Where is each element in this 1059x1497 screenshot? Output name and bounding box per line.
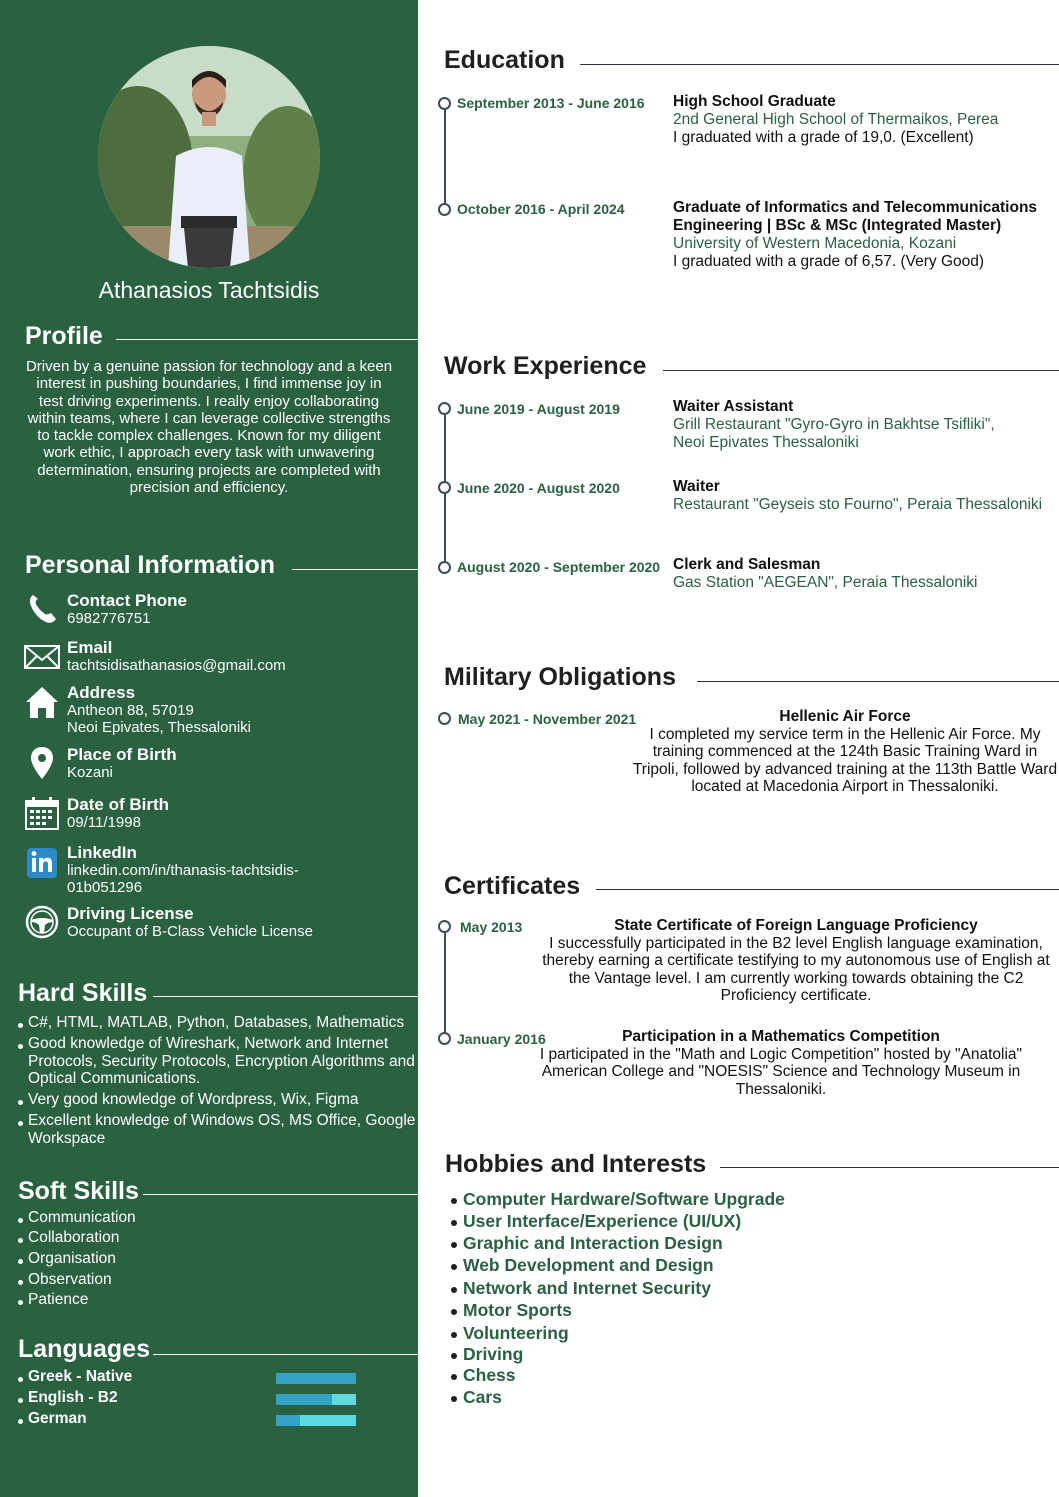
hobby-text: Motor Sports	[463, 1300, 572, 1320]
profile-divider	[116, 339, 418, 340]
date-of-birth-row	[24, 795, 414, 835]
profile-photo	[98, 46, 320, 268]
work-divider	[663, 370, 1059, 371]
address-label: Address	[67, 683, 136, 702]
envelope-icon	[24, 638, 60, 674]
linkedin-icon	[24, 843, 60, 879]
hobby-text: Driving	[463, 1344, 524, 1364]
hobbies-divider	[720, 1167, 1059, 1168]
work-date: June 2020 - August 2020	[457, 480, 620, 496]
hobby-item	[451, 1211, 741, 1232]
timeline-dot	[438, 402, 451, 415]
military-entry	[632, 708, 1058, 796]
language-item	[18, 1410, 268, 1428]
soft-skill-text: Collaboration	[28, 1229, 120, 1246]
certificates-heading: Certificates	[444, 872, 581, 900]
military-heading: Military Obligations	[444, 663, 676, 691]
language-name: Greek - Native	[28, 1368, 133, 1385]
hard-skills-divider	[153, 996, 418, 997]
linkedin-label: LinkedIn	[67, 843, 137, 862]
place-of-birth-value: Kozani	[67, 764, 113, 781]
language-level-fill	[276, 1373, 356, 1384]
timeline-dot	[438, 561, 451, 574]
personal-info-divider	[292, 569, 418, 570]
soft-skills-heading: Soft Skills	[18, 1177, 139, 1205]
driving-license-label: Driving License	[67, 904, 194, 923]
hobby-item	[451, 1344, 523, 1365]
driving-license-row	[24, 904, 414, 944]
education-school: 2nd General High School of Thermaikos, Perea	[673, 111, 999, 128]
soft-skill-text: Communication	[28, 1209, 136, 1226]
work-entry	[673, 556, 1058, 592]
soft-skill-item	[18, 1271, 416, 1289]
soft-skill-item	[18, 1229, 416, 1247]
contact-phone-value: 6982776751	[67, 610, 151, 627]
work-entry	[673, 398, 1058, 452]
hard-skill-text: Good knowledge of Wireshark, Network and Internet Protocols, Security Protocols, Encryption Algorithms and Optical Communications.	[28, 1035, 415, 1087]
hobby-text: Network and Internet Security	[463, 1278, 711, 1298]
hobby-text: Computer Hardware/Software Upgrade	[463, 1189, 785, 1209]
timeline-dot	[438, 712, 451, 725]
education-divider	[580, 64, 1059, 65]
hobby-item	[451, 1233, 723, 1254]
certificates-timeline-line	[444, 933, 446, 1033]
certificate-date: May 2013	[460, 919, 523, 935]
military-title: Hellenic Air Force	[779, 708, 911, 725]
certificate-title: Participation in a Mathematics Competition	[622, 1028, 940, 1045]
linkedin-row	[24, 843, 414, 899]
language-level-bar	[276, 1373, 356, 1384]
timeline-dot	[438, 481, 451, 494]
profile-text: Driven by a genuine passion for technology and a keen interest in pushing boundaries, I find immense joy in test driving experiments. I really enjoy collaborating within teams, where I can leverage collective strengths to tackle complex challenges. Known for my diligent work ethic, I approach every task with unwavering determination, ensuring projects are completed with precision and efficiency.	[25, 358, 393, 497]
hard-skill-item	[18, 1035, 416, 1088]
contact-phone-label: Contact Phone	[67, 591, 187, 610]
email-label: Email	[67, 638, 113, 657]
education-timeline-line	[444, 108, 446, 204]
map-pin-icon	[24, 745, 60, 781]
work-date: August 2020 - September 2020	[457, 559, 661, 575]
place-of-birth-label: Place of Birth	[67, 745, 177, 764]
hobby-item	[451, 1255, 714, 1276]
personal-info-heading: Personal Information	[25, 551, 276, 579]
languages-divider	[153, 1354, 418, 1355]
certificates-divider	[596, 889, 1059, 890]
work-place: Gas Station "AEGEAN", Peraia Thessaloniki	[673, 574, 978, 591]
hobby-text: User Interface/Experience (UI/UX)	[463, 1211, 742, 1231]
timeline-dot	[438, 97, 451, 110]
address-line-1: Antheon 88, 57019	[67, 702, 194, 719]
hard-skill-text: Very good knowledge of Wordpress, Wix, Figma	[28, 1091, 359, 1108]
soft-skill-item	[18, 1291, 416, 1309]
certificate-date: January 2016	[457, 1031, 546, 1047]
work-heading: Work Experience	[444, 352, 647, 380]
certificate-entry	[534, 1028, 1028, 1098]
soft-skill-text: Organisation	[28, 1250, 116, 1267]
hobby-item	[451, 1365, 516, 1386]
certificate-desc: I participated in the "Math and Logic Competition" hosted by "Anatolia" American College and "NOESIS" Science and Technology Museum in Thessaloniki.	[539, 1045, 1023, 1098]
military-date: May 2021 - November 2021	[458, 711, 637, 727]
steering-wheel-icon	[24, 904, 60, 940]
home-icon	[24, 683, 60, 719]
hard-skill-text: Excellent knowledge of Windows OS, MS Office, Google Workspace	[28, 1112, 416, 1147]
hard-skill-text: C#, HTML, MATLAB, Python, Databases, Mathematics	[28, 1014, 405, 1031]
work-title: Waiter	[673, 478, 720, 495]
place-of-birth-row	[24, 745, 414, 785]
date-of-birth-value: 09/11/1998	[67, 814, 141, 831]
hobby-text: Graphic and Interaction Design	[463, 1233, 723, 1253]
language-level-fill	[276, 1394, 332, 1405]
timeline-dot	[438, 1032, 451, 1045]
military-divider	[697, 681, 1059, 682]
hobby-item	[451, 1189, 785, 1210]
person-photo-illustration	[98, 46, 320, 268]
work-place: Grill Restaurant "Gyro-Gyro in Bakhtse Tsifliki",	[673, 416, 995, 433]
soft-skill-text: Patience	[28, 1291, 89, 1308]
profile-heading: Profile	[25, 322, 103, 350]
soft-skill-item	[18, 1209, 416, 1227]
language-level-fill	[276, 1415, 300, 1426]
hobby-item	[451, 1300, 572, 1321]
email-value[interactable]: tachtsidisathanasios@gmail.com	[67, 657, 286, 674]
work-date: June 2019 - August 2019	[457, 401, 620, 417]
education-title: Graduate of Informatics and Telecommunications	[673, 199, 1038, 216]
languages-heading: Languages	[18, 1335, 150, 1363]
phone-icon	[24, 591, 60, 627]
work-title: Clerk and Salesman	[673, 556, 821, 573]
linkedin-link-part-1[interactable]: linkedin.com/in/thanasis-tachtsidis-	[67, 862, 299, 879]
hobby-text: Chess	[463, 1365, 516, 1385]
hobby-text: Volunteering	[463, 1323, 569, 1343]
work-title: Waiter Assistant	[673, 398, 794, 415]
certificate-entry	[534, 917, 1058, 1005]
soft-skill-text: Observation	[28, 1271, 112, 1288]
education-title-line-2: Engineering | BSc & MSc (Integrated Master)	[673, 217, 1002, 234]
soft-skills-divider	[143, 1194, 418, 1195]
hobby-item	[451, 1278, 711, 1299]
education-date: October 2016 - April 2024	[457, 201, 625, 217]
hard-skill-item	[18, 1112, 416, 1147]
full-name: Athanasios Tachtsidis	[98, 277, 320, 303]
education-date: September 2013 - June 2016	[457, 95, 645, 111]
work-place-line-2: Neoi Epivates Thessaloniki	[673, 434, 859, 451]
language-level-bar	[276, 1415, 356, 1426]
certificate-title: State Certificate of Foreign Language Proficiency	[614, 917, 978, 934]
driving-license-value: Occupant of B-Class Vehicle License	[67, 923, 313, 940]
education-title: High School Graduate	[673, 93, 836, 110]
address-line-2: Neoi Epivates, Thessaloniki	[67, 719, 251, 736]
education-desc: I graduated with a grade of 19,0. (Excellent)	[673, 129, 974, 146]
timeline-dot	[438, 203, 451, 216]
linkedin-link-part-2[interactable]: 01b051296	[67, 879, 143, 896]
hard-skill-item	[18, 1091, 416, 1109]
hobbies-heading: Hobbies and Interests	[445, 1150, 707, 1178]
education-entry	[673, 199, 1058, 271]
hard-skills-heading: Hard Skills	[18, 979, 148, 1007]
language-item	[18, 1389, 268, 1407]
hobby-text: Web Development and Design	[463, 1255, 714, 1275]
language-name: German	[28, 1410, 87, 1427]
contact-phone-row	[24, 591, 414, 631]
education-entry	[673, 93, 1058, 147]
email-row	[24, 638, 414, 678]
language-level-bar	[276, 1394, 356, 1405]
address-row	[24, 683, 414, 739]
hobby-item	[451, 1387, 502, 1408]
date-of-birth-label: Date of Birth	[67, 795, 169, 814]
soft-skill-item	[18, 1250, 416, 1268]
address-value	[67, 702, 251, 736]
military-desc: I completed my service term in the Hellenic Air Force. My training commenced at the 124th Basic Training Ward in Tripoli, followed by advanced training at the 113th Battle Ward located at Macedonia Airport in Thessaloniki.	[632, 725, 1058, 795]
education-desc: I graduated with a grade of 6,57. (Very Good)	[673, 253, 985, 270]
language-item	[18, 1368, 268, 1386]
hobby-text: Cars	[463, 1387, 502, 1407]
hobby-item	[451, 1323, 569, 1344]
calendar-icon	[24, 795, 60, 831]
education-school: University of Western Macedonia, Kozani	[673, 235, 957, 252]
hard-skill-item	[18, 1014, 416, 1032]
education-heading: Education	[444, 46, 565, 74]
certificate-desc: I successfully participated in the B2 level English language examination, thereby earning a certificate testifying to my autonomous use of English at the Vantage level. I am currently working towards obtaining the C2 Proficiency certificate.	[542, 934, 1050, 1004]
timeline-dot	[438, 920, 451, 933]
work-entry	[673, 478, 1058, 514]
work-place: Restaurant "Geyseis sto Fourno", Peraia Thessaloniki	[673, 496, 1043, 513]
linkedin-value[interactable]	[67, 862, 299, 896]
language-name: English - B2	[28, 1389, 118, 1406]
sidebar	[0, 0, 418, 1497]
